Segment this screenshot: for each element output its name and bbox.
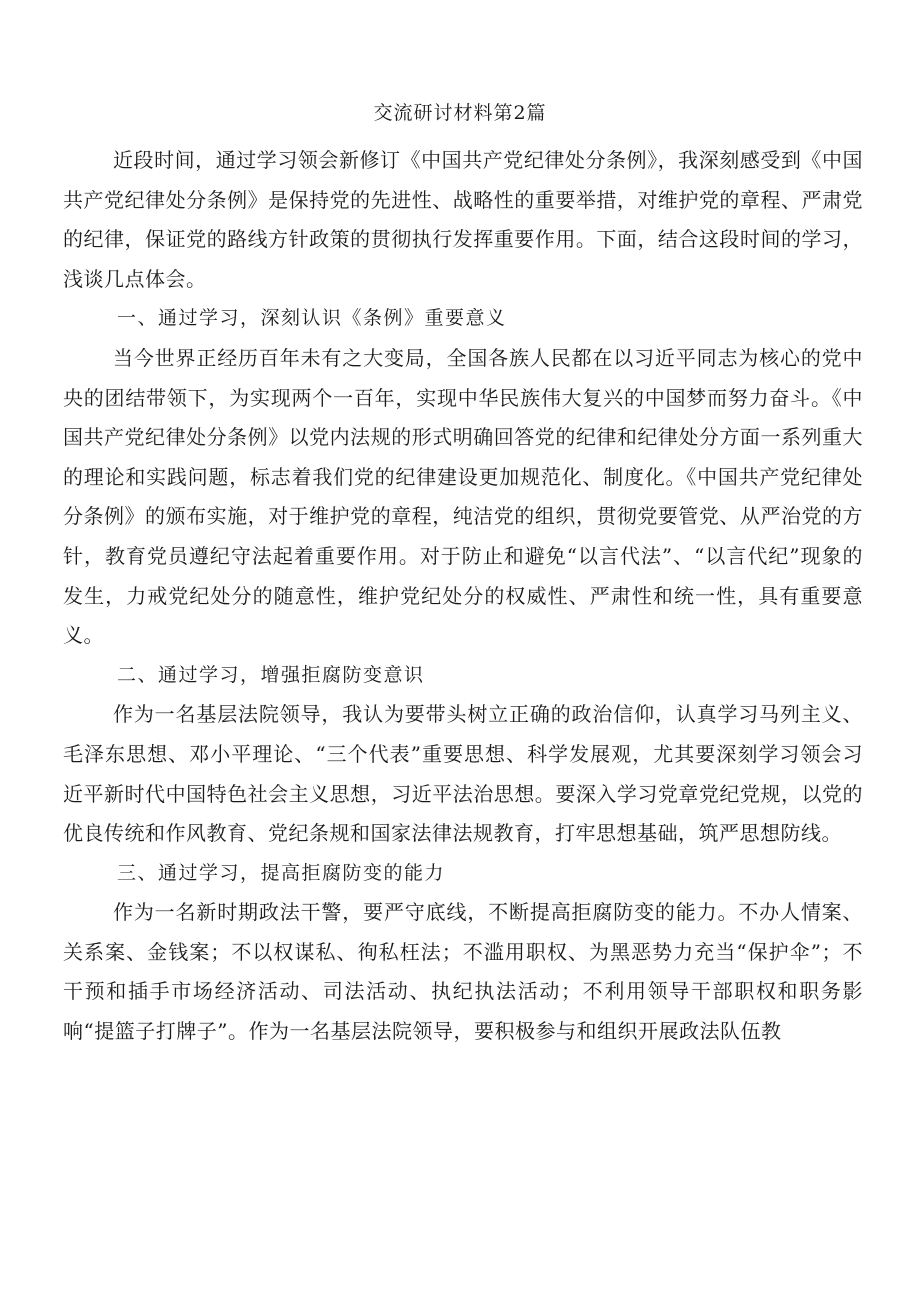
section-heading-2: 二、通过学习，增强拒腐防变意识 bbox=[117, 663, 425, 686]
section-3-paragraph: 作为一名新时期政法干警，要严守底线，不断提高拒腐防变的能力。不办人情案、关系案、金钱案；不以权谋私、徇私枉法；不滥用职权、为黑恶势力充当“保护伞”；不干预和插手市场经济活动、司法活动、执纪执法活动；不利用领导干部职权和职务影响“提篮子打牌子”。作为一名基层法院领导，要积极参与和组织开展政法队伍教 bbox=[63, 900, 863, 1044]
section-heading-3: 三、通过学习，提高拒腐防变的能力 bbox=[117, 861, 446, 884]
document-title: 交流研讨材料第2篇 bbox=[373, 102, 547, 124]
section-heading-1: 一、通过学习，深刻认识《条例》重要意义 bbox=[117, 307, 507, 330]
document-body bbox=[63, 141, 863, 1052]
section-1-paragraph: 当今世界正经历百年未有之大变局，全国各族人民都在以习近平同志为核心的党中央的团结带领下，为实现两个一百年，实现中华民族伟大复兴的中国梦而努力奋斗。《中国共产党纪律处分条例》以党内法规的形式明确回答党的纪律和纪律处分方面一系列重大的理论和实践问题，标志着我们党的纪律建设更加规范化、制度化。《中国共产党纪律处分条例》的颁布实施，对于维护党的章程，纯洁党的组织，贯彻党要管党、从严治党的方针，教育党员遵纪守法起着重要作用。对于防止和避免“以言代法”、“以言代纪”现象的发生，力戒党纪处分的随意性，维护党纪处分的权威性、严肃性和统一性，具有重要意义。 bbox=[63, 345, 863, 648]
section-2-paragraph: 作为一名基层法院领导，我认为要带头树立正确的政治信仰，认真学习马列主义、毛泽东思想、邓小平理论、“三个代表”重要思想、科学发展观，尤其要深刻学习领会习近平新时代中国特色社会主义思想，习近平法治思想。要深入学习党章党纪党规，以党的优良传统和作风教育、党纪条规和国家法律法规教育，打牢思想基础，筑严思想防线。 bbox=[63, 702, 863, 846]
intro-paragraph: 近段时间，通过学习领会新修订《中国共产党纪律处分条例》，我深刻感受到《中国共产党纪律处分条例》是保持党的先进性、战略性的重要举措，对维护党的章程、严肃党的纪律，保证党的路线方针政策的贯彻执行发挥重要作用。下面，结合这段时间的学习，浅谈几点体会。 bbox=[63, 148, 863, 291]
